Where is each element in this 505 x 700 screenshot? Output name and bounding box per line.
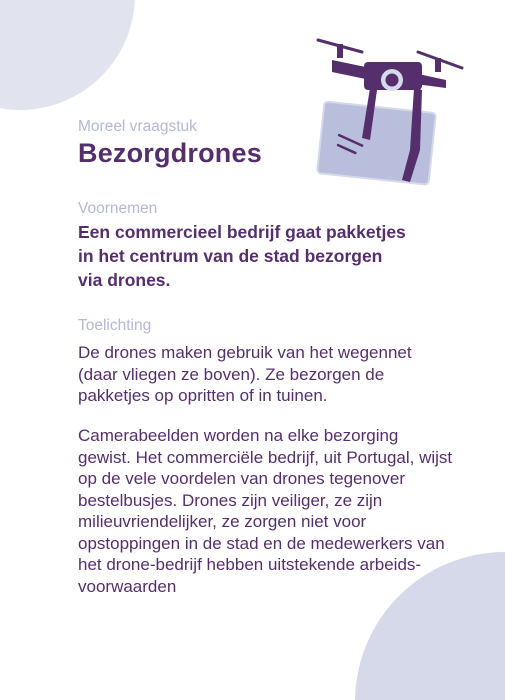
delivery-drone-icon	[310, 30, 470, 190]
explanation-label: Toelichting	[78, 317, 152, 334]
category-label: Moreel vraagstuk	[78, 118, 197, 135]
card-title: Bezorgdrones	[78, 138, 262, 168]
decorative-circle-top-left	[0, 0, 135, 110]
intent-label: Voornemen	[78, 200, 158, 217]
intent-text: Een commercieel bedrijf gaat pakketjes in het centrum van de stad bezorgen via drones.	[78, 222, 406, 290]
explanation-paragraph-1: De drones maken gebruik van het wegennet (daar vliegen ze boven). Ze bezorgen de pakketjes op opritten of in tuinen.	[78, 343, 412, 405]
explanation-paragraph-2: Camerabeelden worden na elke bezorging gewist. Het commerciële bedrijf, uit Portugal, wijst op de vele voordelen van drones tegenover bestelbusjes. Drones zijn veiliger, ze zijn milieuvriendelijker, ze zorgen niet voor opstoppingen in de stad en de medewerkers van het drone-bedrijf hebben uitstekende arbeids-voorwaarden	[78, 426, 453, 596]
